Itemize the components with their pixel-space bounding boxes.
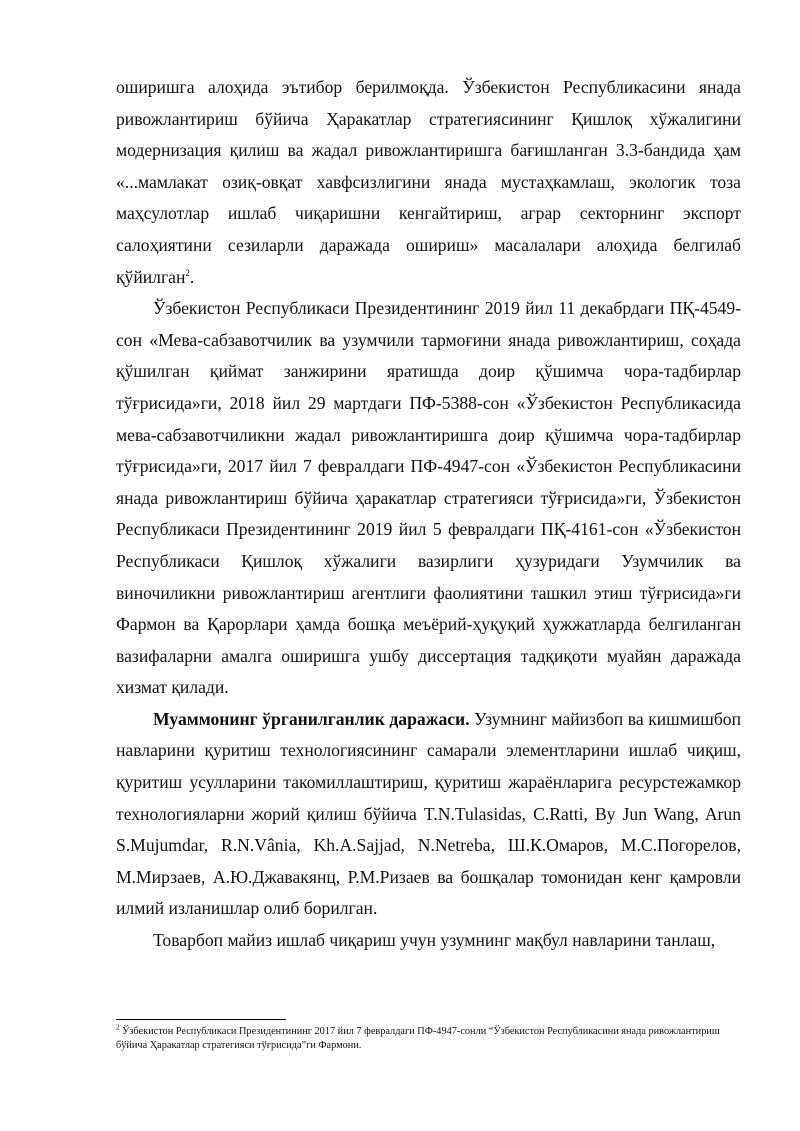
- footnote-divider: [116, 1019, 286, 1020]
- paragraph-1-end: .: [189, 266, 195, 287]
- paragraph-1: [116, 72, 741, 293]
- paragraph-2: Ўзбекистон Республикаси Президентининг 2019 йил 11 декабрдаги ПҚ-4549-сон «Мева-сабзавотчилик ва узумчили тармоғини янада ривожлантириш, соҳада қўшилган қиймат занжирини яратишда доир қўшимча чора-тадбирлар тўғрисида»ги, 2018 йил 29 мартдаги ПФ-5388-сон «Ўзбекистон Республикасида мева-сабзавотчиликни жадал ривожлантиришга доир қўшимча чора-тадбирлар тўғрисида»ги, 2017 йил 7 февралдаги ПФ-4947-сон «Ўзбекистон Республикасини янада ривожлантириш бўйича ҳаракатлар стратегияси тўғрисида»ги, Ўзбекистон Республикаси Президентининг 2019 йил 5 февралдаги ПҚ-4161-сон «Ўзбекистон Республикаси Қишлоқ хўжалиги вазирлиги ҳузуридаги Узумчилик ва виночиликни ривожлантириш агентлиги фаолиятини ташкил этиш тўғрисида»ги Фармон ва Қарорлари ҳамда бошқа меъёрий-ҳуқуқий ҳужжатларда белгиланган вазифаларни амалга оширишга ушбу диссертация тадқиқоти муайян даражада хизмат қилади.: [116, 298, 741, 698]
- footnote-reference[interactable]: 2: [185, 267, 190, 278]
- section-heading: Муаммонинг ўрганилганлик даражаси.: [153, 708, 470, 729]
- paragraph-3-text: Узумнинг майизбоп ва кишмишбоп навларини қуритиш технологиясининг самарали элементларини ишлаб чиқиш, қуритиш усулларини такомиллаштириш, қуритиш жараёнларига ресурстежамкор технологияларни жорий қилиш бўйича T.N.Tulasidas, C.Ratti, By Jun Wang, Arun S.Mujumdar, R.N.Vânia, Kh.A.Sajjad, N.Netreba, Ш.К.Омаров, М.С.Погорелов, М.Мирзаев, А.Ю.Джавакянц, Р.М.Ризаев ва бошқалар томонидан кенг қамровли илмий изланишлар олиб борилган.: [116, 708, 741, 919]
- paragraph-4: Товарбоп майиз ишлаб чиқариш учун узумнинг мақбул навларини танлаш,: [153, 930, 716, 951]
- footnote: [116, 1025, 741, 1053]
- body-text: [116, 72, 741, 957]
- paragraph-1-text: оширишга алоҳида эътибор берилмоқда. Ўзбекистон Республикасини янада ривожлантириш бўйича Ҳаракатлар стратегиясининг Қишлоқ хўжалигини модернизация қилиш ва жадал ривожлантиришга бағишланган 3.3-бандида ҳам «...мамлакат озиқ-овқат хавфсизлигини янада мустаҳкамлаш, экологик тоза маҳсулотлар ишлаб чиқаришни кенгайтириш, аграр секторнинг экспорт салоҳиятини сезиларли даражада ошириш» масалалари алоҳида белгилаб қўйилган: [116, 77, 741, 287]
- footnote-marker: 2: [116, 1023, 120, 1032]
- footnote-text: Ўзбекистон Республикаси Президентининг 2017 йил 7 февралдаги ПФ-4947-сонли “Ўзбекистон Республикасини янада ривожлантириш бўйича Ҳаракатлар стратегияси тўғрисида”ги Фармони.: [116, 1026, 720, 1051]
- paragraph-3: [116, 704, 741, 925]
